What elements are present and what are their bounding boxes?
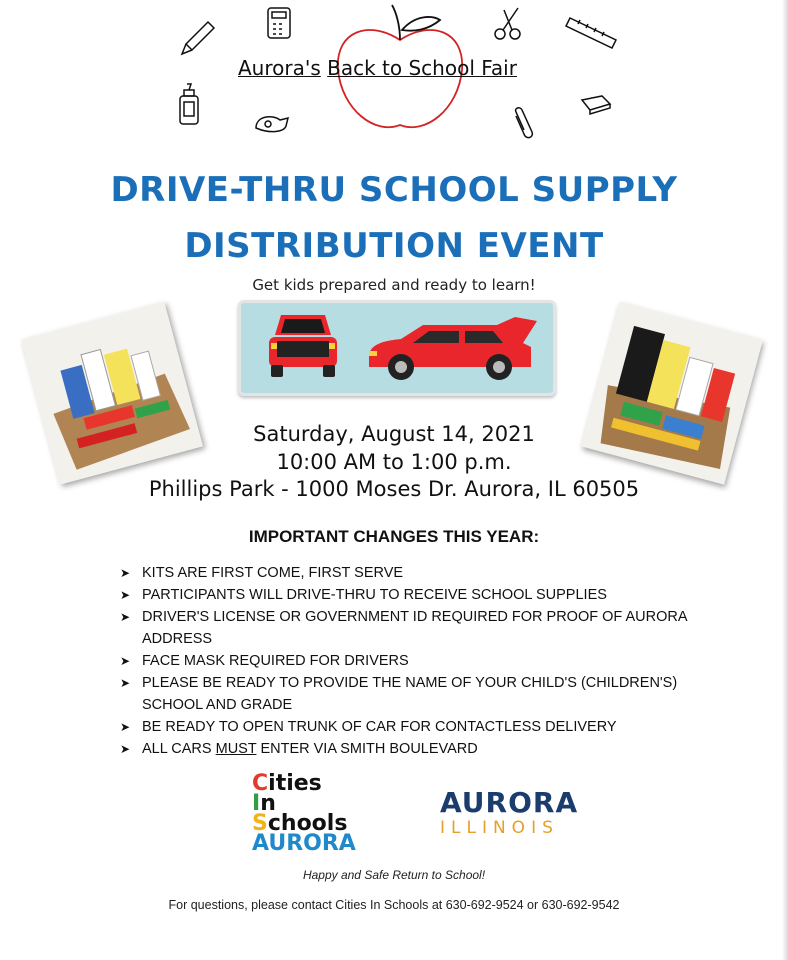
page-edge: [782, 0, 788, 960]
cis-initial-letter: S: [252, 811, 268, 836]
aurora-logo-name: AURORA: [440, 786, 579, 819]
pencil-icon: [182, 22, 214, 54]
car-icon: [241, 303, 553, 393]
list-item: ➤ DRIVER'S LICENSE OR GOVERNMENT ID REQUIRED FOR PROOF OF AURORA ADDRESS: [120, 606, 720, 650]
list-item: ➤ PLEASE BE READY TO PROVIDE THE NAME OF YOUR CHILD'S (CHILDREN'S) SCHOOL AND GRADE: [120, 672, 720, 716]
cis-initial-letter: I: [252, 791, 261, 816]
arrow-bullet-icon: ➤: [120, 742, 131, 756]
changes-list: [120, 562, 720, 760]
arrow-bullet-icon: ➤: [120, 566, 131, 580]
glue-icon: [180, 84, 198, 124]
headline-line1: DRIVE-THRU SCHOOL SUPPLY: [110, 170, 678, 210]
footer-happy-message: Happy and Safe Return to School!: [302, 868, 486, 882]
eraser-icon: [582, 96, 610, 114]
changes-title: IMPORTANT CHANGES THIS YEAR:: [248, 527, 540, 546]
scissors-icon: [495, 8, 520, 39]
cities-in-schools-logo: [252, 771, 372, 856]
event-time: 10:00 AM to 1:00 p.m.: [276, 450, 512, 474]
cis-letters: chools: [267, 811, 348, 836]
footer-contact: For questions, please contact Cities In Schools at 630-692-9524 or 630-692-9542: [168, 898, 620, 912]
aurora-logo-state: ILLINOIS: [440, 818, 559, 838]
headline-line2: DISTRIBUTION EVENT: [184, 226, 604, 266]
event-location: Phillips Park - 1000 Moses Dr. Aurora, IL 60505: [148, 477, 640, 501]
fair-title-prefix: Aurora's: [238, 56, 321, 80]
car-illustration-panel: [238, 300, 556, 396]
list-item: ➤ ALL CARS MUST ENTER VIA SMITH BOULEVARD: [120, 738, 720, 760]
fair-title: [238, 56, 568, 80]
list-item: ➤ FACE MASK REQUIRED FOR DRIVERS: [120, 650, 720, 672]
tagline: Get kids prepared and ready to learn!: [252, 276, 536, 294]
cis-letters: n: [260, 791, 276, 816]
tape-icon: [256, 117, 288, 132]
arrow-bullet-icon: ➤: [120, 720, 131, 734]
arrow-bullet-icon: ➤: [120, 588, 131, 602]
aurora-illinois-logo: [440, 788, 600, 838]
list-item: ➤ KITS ARE FIRST COME, FIRST SERVE: [120, 562, 720, 584]
ruler-icon: [566, 18, 616, 48]
list-item: ➤ PARTICIPANTS WILL DRIVE-THRU TO RECEIVE SCHOOL SUPPLIES: [120, 584, 720, 606]
arrow-bullet-icon: ➤: [120, 610, 131, 624]
calculator-icon: [268, 8, 290, 38]
fair-title-rest: Back to School Fair: [327, 56, 517, 80]
event-date: Saturday, August 14, 2021: [253, 422, 535, 446]
list-item: ➤ BE READY TO OPEN TRUNK OF CAR FOR CONTACTLESS DELIVERY: [120, 716, 720, 738]
cis-initial-letter: C: [252, 771, 269, 796]
paperclip-icon: [516, 108, 533, 138]
arrow-bullet-icon: ➤: [120, 654, 131, 668]
cis-line4: AURORA: [252, 831, 356, 856]
arrow-bullet-icon: ➤: [120, 676, 131, 690]
emphasis-must: MUST: [215, 741, 257, 757]
cis-letters: ities: [268, 771, 322, 796]
